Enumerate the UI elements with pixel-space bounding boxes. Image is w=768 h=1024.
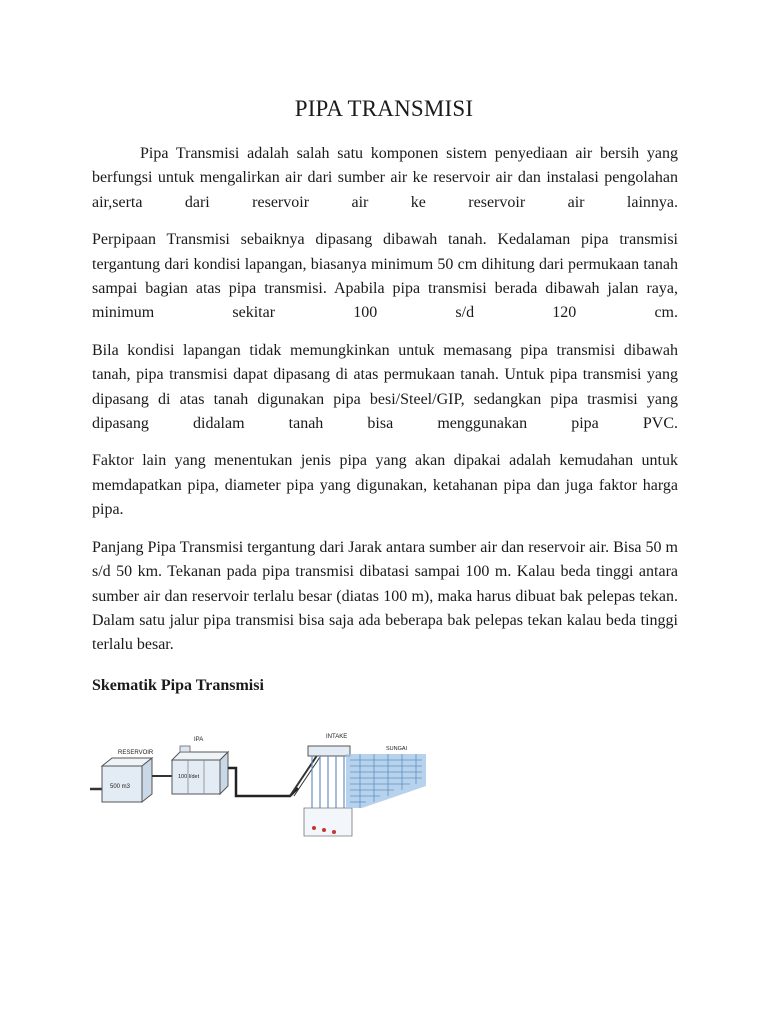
paragraph-other-factors: Faktor lain yang menentukan jenis pipa yang akan dipakai adalah kemudahan untuk memdapatkan pipa, diameter pipa yang digunakan, ketahanan pipa dan juga faktor harga pipa.	[92, 452, 678, 519]
schematic-diagram	[90, 724, 432, 852]
ipa-capacity-label: 100 l/det	[178, 774, 200, 780]
document-body	[92, 142, 678, 658]
paragraph-above-ground: Bila kondisi lapangan tidak memungkinkan untuk memasang pipa transmisi dibawah tanah, pipa transmisi dapat dipasang di atas permukaan tanah. Untuk pipa transmisi yang dipasang di atas tanah digunakan pipa besi/Steel/GIP, sedangkan pipa trasmisi yang dipasang didalam tanah bisa menggunakan pipa PVC.	[92, 341, 678, 433]
section-heading: Skematik Pipa Transmisi	[92, 677, 264, 694]
intake-structure	[290, 734, 352, 836]
sungai-label: SUNGAI	[386, 746, 408, 752]
paragraph-definition: Pipa Transmisi adalah salah satu komponen sistem penyediaan air bersih yang berfungsi untuk mengalirkan air dari sumber air ke reservoir air dan instalasi pengolahan air,serta dari reservoir air ke reservoir air lainnya.	[92, 145, 678, 211]
reservoir-tank	[102, 750, 154, 802]
paragraph-installation-depth: Perpipaan Transmisi sebaiknya dipasang dibawah tanah. Kedalaman pipa transmisi tergantung dari kondisi lapangan, biasanya minimum 50 cm dihitung dari permukaan tanah sampai bagian atas pipa transmisi. Apabila pipa transmisi berada dibawah jalan raya, minimum sekitar 100 s/d 120 cm.	[92, 231, 678, 322]
ipa-treatment-plant	[172, 737, 228, 794]
transmission-schematic-figure	[90, 724, 432, 852]
transmission-pipe	[228, 768, 298, 796]
reservoir-label: RESERVOIR	[118, 750, 154, 756]
river-sungai	[346, 746, 426, 808]
intake-label: INTAKE	[326, 734, 348, 740]
paragraph-length-pressure: Panjang Pipa Transmisi tergantung dari Jarak antara sumber air dan reservoir air. Bisa 50 m s/d 50 km. Tekanan pada pipa transmisi dibatasi sampai 100 m. Kalau beda tinggi antara sumber air dan reservoir terlalu besar (diatas 100 m), maka harus dibuat bak pelepas tekan. Dalam satu jalur pipa transmisi bisa saja ada beberapa bak pelepas tekan kalau beda tinggi terlalu besar.	[92, 538, 678, 654]
page-title: PIPA TRANSMISI	[294, 96, 474, 121]
reservoir-volume-label: 500 m3	[110, 784, 131, 790]
ipa-label: IPA	[194, 737, 204, 743]
